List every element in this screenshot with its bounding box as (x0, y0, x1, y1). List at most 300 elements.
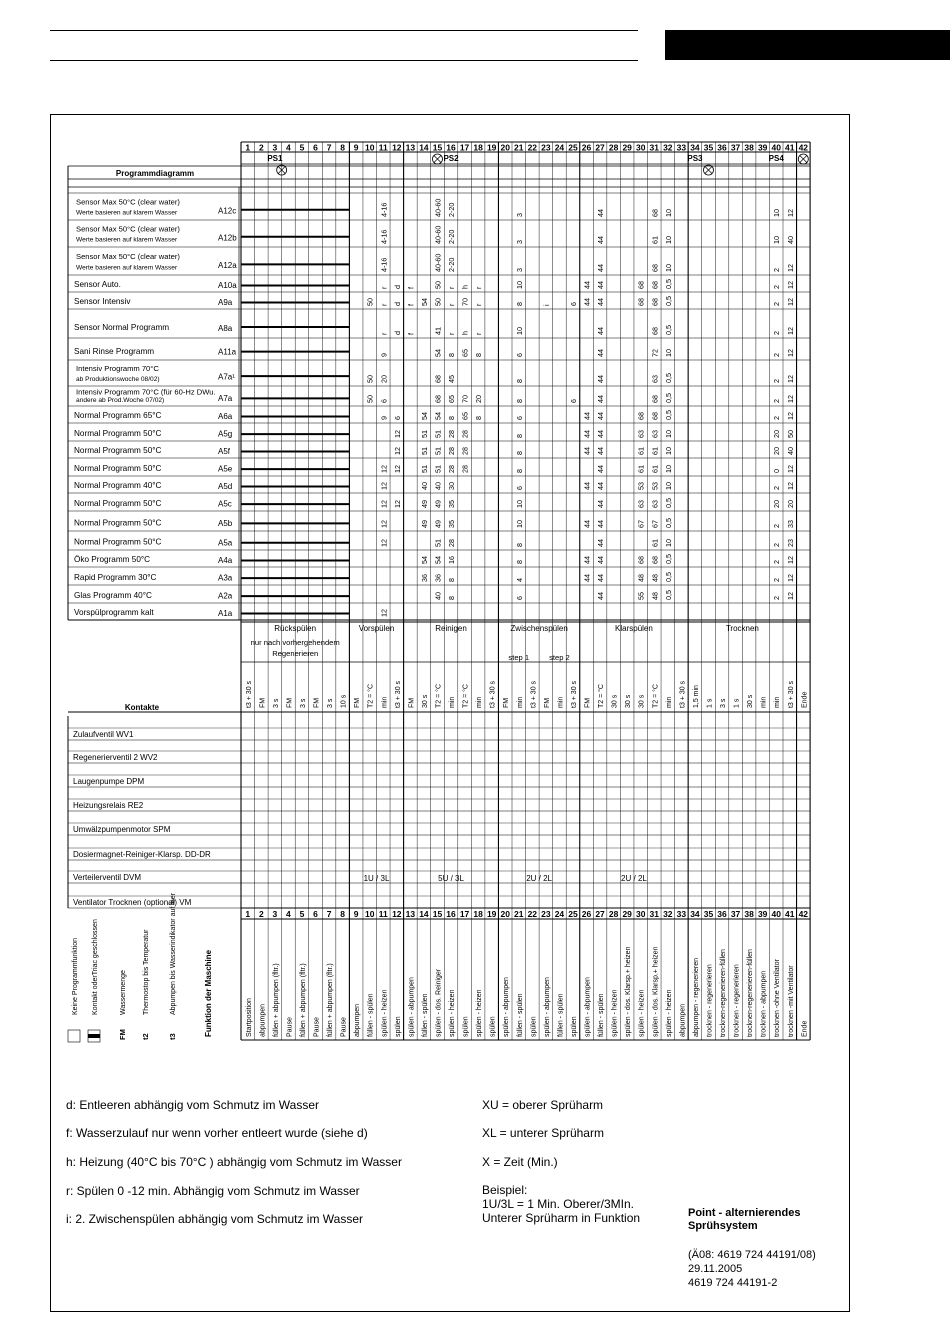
condition-label: min (557, 696, 565, 708)
function-label: abpumpen - regenerieren (692, 958, 700, 1037)
program-value: 44 (582, 520, 592, 528)
condition-label: t3 + 30 s (530, 680, 538, 708)
program-code: A5f (218, 446, 231, 456)
program-value: 51 (433, 465, 443, 473)
program-value: r (447, 303, 457, 306)
program-value: 20 (379, 375, 389, 383)
program-name: Sensor Normal Programm (74, 322, 170, 332)
program-value: 2 (772, 268, 782, 272)
condition-label: 3 s (327, 698, 335, 708)
program-value: 44 (596, 482, 606, 490)
program-value: 50 (785, 430, 795, 438)
step-number-top: 8 (340, 142, 345, 153)
condition-label: t3 + 30 s (245, 680, 253, 708)
program-value: 44 (596, 349, 606, 357)
program-name: Normal Programm 40°C (74, 481, 162, 491)
program-value: 3 (514, 268, 524, 272)
step-number-bottom: 13 (405, 909, 416, 919)
program-code: A12c (218, 206, 237, 216)
example-title: Beispiel: (482, 1183, 528, 1197)
step-number-top: 26 (581, 142, 592, 153)
condition-label: FM (408, 697, 416, 708)
condition-label: min (665, 696, 673, 708)
program-value: 44 (596, 539, 606, 547)
program-value: 8 (474, 416, 484, 420)
program-value: 48 (650, 574, 660, 582)
program-value: 54 (419, 556, 429, 564)
dvm-label: 5U / 3L (438, 874, 464, 883)
step-number-bottom: 39 (757, 909, 768, 919)
program-value: 68 (650, 412, 660, 420)
step-number-top: 40 (771, 142, 781, 153)
program-value: 20 (785, 500, 795, 508)
step-number-top: 1 (245, 142, 251, 153)
program-value: r (379, 332, 389, 335)
program-value: 51 (433, 447, 443, 455)
program-code: A5a (218, 538, 233, 548)
program-sub: Werte basieren auf klarem Wasser (76, 264, 178, 272)
function-label: trocknen - abpumpen (760, 970, 768, 1037)
program-name: Sensor Max 50°C (clear water) (76, 251, 180, 261)
program-value: 6 (514, 596, 524, 600)
program-value: r (474, 303, 484, 306)
step-number-bottom: 16 (446, 909, 456, 919)
program-value: 44 (582, 482, 592, 490)
note-x: X = Zeit (Min.) (482, 1155, 558, 1169)
program-name: Normal Programm 50°C (74, 446, 162, 456)
note-r: r: Spülen 0 -12 min. Abhängig vom Schmutz im Wasser (66, 1184, 360, 1198)
program-value: 8 (447, 578, 457, 582)
step-number-bottom: 6 (313, 909, 318, 919)
step-number-bottom: 40 (771, 909, 781, 919)
program-code: A8a (218, 323, 233, 333)
program-value: 12 (392, 465, 402, 473)
condition-label: t3 + 30 s (679, 680, 687, 708)
program-sub: ab Produktionswoche 08/02) (76, 375, 160, 383)
program-value: 12 (785, 349, 795, 357)
program-value: r (447, 332, 457, 335)
program-code: A11a (218, 347, 237, 357)
function-label: abpumpen (354, 1003, 362, 1037)
program-value: 12 (379, 520, 389, 528)
program-value: 10 (663, 236, 673, 244)
function-label: spülen - heizen (665, 989, 673, 1037)
program-value: 61 (650, 539, 660, 547)
program-value: 54 (419, 412, 429, 420)
program-name: Rapid Programm 30°C (74, 572, 157, 582)
program-value: 72 (650, 349, 660, 357)
example-line-2: Unterer Sprüharm in Funktion (482, 1211, 641, 1225)
program-value: 10 (663, 349, 673, 357)
program-value: 48 (636, 574, 646, 582)
program-name: Vorspülprogramm kalt (74, 608, 154, 618)
program-value: 44 (596, 430, 606, 438)
program-value: 0,5 (663, 296, 673, 306)
function-label: spülen - dos. Reiniger (435, 968, 443, 1037)
step-number-bottom: 1 (245, 909, 251, 919)
condition-label: min (476, 696, 484, 708)
program-name: Sensor Max 50°C (clear water) (76, 224, 180, 234)
program-value: 61 (650, 236, 660, 244)
function-label: spülen - heizen (611, 989, 619, 1037)
condition-label: 3 s (299, 698, 307, 708)
program-value: 51 (433, 539, 443, 547)
legend-symbol: FM (118, 1029, 127, 1040)
step-number-bottom: 23 (541, 909, 551, 919)
condition-label: 30 s (421, 694, 429, 708)
condition-label: min (381, 696, 389, 708)
program-value: 40 (433, 482, 443, 490)
program-value: 44 (596, 500, 606, 508)
program-value: 2 (772, 302, 782, 306)
legend-text: Keine Programmfunktion (72, 937, 79, 1015)
program-value: 53 (636, 482, 646, 490)
program-name: Öko Programm 50°C (74, 555, 151, 565)
program-name: Sensor Max 50°C (clear water) (76, 197, 180, 207)
step-number-top: 28 (608, 142, 619, 153)
program-value: 28 (460, 447, 470, 455)
program-value: 2 (772, 578, 782, 582)
program-value: 28 (447, 430, 457, 438)
phase-label: Vorspülen (358, 624, 395, 633)
program-value: 12 (785, 556, 795, 564)
step-sub-label: step 1 (508, 653, 530, 662)
program-value: 10 (772, 236, 782, 244)
program-value: 68 (650, 298, 660, 306)
program-value: 44 (596, 412, 606, 420)
function-label: spülen - heizen (476, 989, 484, 1037)
step-number-top: 24 (554, 142, 565, 153)
step-number-top: 19 (486, 142, 497, 153)
program-value: 2 (772, 379, 782, 383)
program-value: 4-16 (379, 257, 389, 272)
program-value: 0,5 (663, 590, 673, 600)
program-value: 0 (772, 469, 782, 473)
program-value: 8 (514, 302, 524, 306)
contact-name: Umwälzpumpenmotor SPM (73, 825, 171, 834)
program-value: 3 (514, 213, 524, 217)
program-value: 50 (365, 375, 375, 383)
condition-label: min (774, 696, 782, 708)
program-value: 44 (582, 556, 592, 564)
step-number-top: 29 (622, 142, 632, 153)
program-value: 44 (596, 264, 606, 272)
program-value: 10 (514, 520, 524, 528)
step-number-bottom: 28 (608, 909, 619, 919)
step-number-bottom: 41 (785, 909, 795, 919)
program-name: Intensiv Programm 70°C (76, 363, 159, 373)
phase-label: Rückspülen (274, 624, 317, 633)
program-value: 0,5 (663, 518, 673, 528)
program-value: 54 (419, 298, 429, 306)
program-value: 35 (447, 500, 457, 508)
program-value: r (474, 332, 484, 335)
program-name: Sani Rinse Programm (74, 346, 155, 356)
contact-name: Regenerierventil 2 WV2 (73, 753, 158, 762)
note-i: i: 2. Zwischenspülen abhängig vom Schmutz im Wasser (66, 1212, 364, 1226)
phase-note: nur nach vorhergehendem (250, 638, 340, 647)
program-value: 44 (596, 574, 606, 582)
program-value: 68 (650, 395, 660, 403)
step-number-top: 5 (299, 142, 305, 153)
program-value: 8 (447, 596, 457, 600)
condition-label: min (449, 696, 457, 708)
program-value: 44 (582, 281, 592, 289)
program-code: A7a (218, 394, 233, 403)
program-value: 63 (650, 500, 660, 508)
program-value: 40-60 (433, 225, 443, 244)
example-line-1: 1U/3L = 1 Min. Oberer/3MIn. (482, 1197, 634, 1211)
program-value: 2-20 (447, 257, 457, 272)
step-number-bottom: 32 (663, 909, 673, 919)
program-code: A12a (218, 261, 237, 270)
dvm-label: 2U / 2L (526, 874, 552, 883)
legend-text: Wassermenge (120, 970, 127, 1015)
program-value: 40 (785, 447, 795, 455)
program-value: r (447, 286, 457, 289)
program-value: 2 (772, 596, 782, 600)
legend-text: Abpumpen bis Wasserindikator auf leer (170, 893, 177, 1015)
contact-name: Verteilerventil DVM (73, 873, 142, 882)
program-value: 44 (582, 447, 592, 455)
function-label: füllen - spülen (598, 993, 606, 1037)
function-label: abpumpen (679, 1003, 687, 1037)
program-value: 6 (514, 353, 524, 357)
function-label: spülen (570, 1016, 578, 1037)
program-value: 44 (582, 574, 592, 582)
function-label: Startposition (245, 998, 253, 1037)
step-number-bottom: 19 (486, 909, 497, 919)
program-value: d (392, 302, 402, 306)
function-label: spülen - heizen (381, 989, 389, 1037)
condition-label: FM (543, 697, 551, 708)
step-number-top: 22 (527, 142, 538, 153)
function-label: spülen - dos. Klarsp.+ heizen (625, 946, 633, 1037)
program-name: Glas Programm 40°C (74, 590, 152, 600)
program-value: 8 (514, 434, 524, 438)
program-value: 63 (636, 500, 646, 508)
step-number-bottom: 21 (514, 909, 524, 919)
program-value: 8 (514, 543, 524, 547)
program-value: 2-20 (447, 202, 457, 217)
step-number-top: 9 (353, 142, 359, 153)
program-value: 8 (514, 451, 524, 455)
program-value: 2 (772, 353, 782, 357)
program-value: 61 (650, 447, 660, 455)
step-number-bottom: 14 (419, 909, 429, 919)
program-value: 36 (433, 574, 443, 582)
step-number-bottom: 27 (595, 909, 605, 919)
program-value: d (392, 285, 402, 289)
program-code: A5g (218, 429, 233, 439)
program-value: 44 (596, 465, 606, 473)
program-value: 12 (379, 465, 389, 473)
step-number-bottom: 2 (258, 909, 264, 919)
program-value: 65 (460, 349, 470, 357)
step-number-bottom: 3 (272, 909, 278, 919)
function-label: trocknen -mit Ventilator (787, 965, 795, 1037)
program-value: 6 (379, 399, 389, 403)
program-value: 54 (433, 556, 443, 564)
program-value: 54 (433, 412, 443, 420)
condition-label: 30 s (747, 694, 755, 708)
condition-label: T2 = °C (367, 683, 375, 708)
program-value: 68 (650, 281, 660, 289)
program-value: 70 (460, 395, 470, 403)
program-value: 12 (785, 281, 795, 289)
program-value: 28 (460, 430, 470, 438)
program-code: A6a (218, 411, 233, 421)
contact-name: Laugenpumpe DPM (73, 777, 145, 786)
condition-label: FM (286, 697, 294, 708)
function-label: spülen (462, 1016, 470, 1037)
program-value: 49 (419, 520, 429, 528)
note-f: f: Wasserzulauf nur wenn vorher entleert wurde (siehe d) (66, 1126, 368, 1140)
program-name: Normal Programm 50°C (74, 463, 162, 473)
legend-symbol: t2 (141, 1033, 150, 1040)
step-number-bottom: 36 (717, 909, 727, 919)
program-value: 63 (636, 430, 646, 438)
step-number-top: 35 (703, 142, 714, 153)
program-value: 12 (379, 609, 389, 617)
program-value: 0,5 (663, 279, 673, 289)
step-number-top: 14 (419, 142, 429, 153)
step-number-bottom: 20 (500, 909, 510, 919)
program-value: 50 (365, 298, 375, 306)
program-value: 51 (419, 447, 429, 455)
function-label: Pause (313, 1017, 321, 1037)
step-number-bottom: 37 (730, 909, 741, 919)
program-value: 12 (785, 412, 795, 420)
ps-label: PS3 (687, 154, 703, 163)
program-value: 54 (433, 349, 443, 357)
program-value: r (379, 286, 389, 289)
program-value: 12 (392, 447, 402, 455)
program-value: 68 (636, 298, 646, 306)
step-number-top: 15 (432, 142, 443, 153)
point-change-ref: (Ä08: 4619 724 44191/08) (688, 1249, 816, 1261)
program-value: 2 (772, 399, 782, 403)
step-number-top: 16 (446, 142, 456, 153)
legend-symbol: t3 (168, 1033, 177, 1040)
condition-label: 30 s (611, 694, 619, 708)
program-value: 44 (596, 520, 606, 528)
program-value: 68 (433, 375, 443, 383)
program-value: 0,5 (663, 572, 673, 582)
program-value: 44 (582, 412, 592, 420)
program-sub: Werte basieren auf klarem Wasser (76, 209, 178, 217)
program-value: 68 (433, 395, 443, 403)
program-value: 8 (514, 469, 524, 473)
program-code: A3a (218, 573, 233, 583)
program-value: 0,5 (663, 410, 673, 420)
condition-label: T2 = °C (652, 683, 660, 708)
function-label: spülen - dos. Klarsp.+ heizen (652, 946, 660, 1037)
program-value: 8 (447, 416, 457, 420)
program-value: 8 (514, 560, 524, 564)
program-value: 12 (379, 500, 389, 508)
program-code: A5b (218, 519, 233, 528)
step-number-top: 6 (313, 142, 318, 153)
program-name: Intensiv Programm 70°C (für 60-Hz DWu. (76, 387, 216, 397)
program-value: 10 (663, 465, 673, 473)
step-number-top: 10 (364, 142, 375, 153)
program-value: 28 (447, 539, 457, 547)
program-value: 20 (772, 430, 782, 438)
condition-label: 3 s (272, 698, 280, 708)
step-number-bottom: 31 (649, 909, 660, 919)
step-number-top: 33 (676, 142, 687, 153)
condition-label: FM (503, 697, 511, 708)
note-d: d: Entleeren abhängig vom Schmutz im Wasser (66, 1098, 320, 1112)
point-title-1: Point - alternierendes (688, 1207, 801, 1219)
program-value: 16 (447, 556, 457, 564)
step-number-top: 37 (730, 142, 741, 153)
function-label: spülen - heizen (638, 989, 646, 1037)
program-value: 20 (772, 500, 782, 508)
step-number-bottom: 17 (459, 909, 470, 919)
program-value: 40 (785, 236, 795, 244)
program-value: 49 (433, 500, 443, 508)
program-value: r (474, 286, 484, 289)
program-value: 49 (433, 520, 443, 528)
condition-label: t3 + 30 s (489, 680, 497, 708)
program-value: 2 (772, 416, 782, 420)
program-value: 44 (596, 298, 606, 306)
step-number-bottom: 4 (286, 909, 291, 919)
program-value: 12 (785, 209, 795, 217)
step-number-bottom: 30 (635, 909, 646, 919)
phase-label: Klarspülen (615, 624, 653, 633)
program-sub: Werte basieren auf klarem Wasser (76, 236, 178, 244)
step-number-top: 18 (473, 142, 483, 153)
dvm-label: 1U / 3L (363, 874, 390, 883)
function-label: Pause (340, 1017, 348, 1037)
program-value: 12 (785, 574, 795, 582)
program-value: 63 (650, 375, 660, 383)
condition-label: t3 + 30 s (394, 680, 402, 708)
program-value: 68 (650, 556, 660, 564)
program-value: 10 (772, 209, 782, 217)
program-value: 41 (433, 327, 443, 335)
step-number-bottom: 35 (703, 909, 714, 919)
program-value: 20 (772, 447, 782, 455)
program-value: 44 (596, 592, 606, 600)
condition-label: 1 s (733, 698, 741, 708)
program-value: 23 (785, 539, 795, 547)
program-value: 12 (392, 500, 402, 508)
program-value: 67 (636, 520, 646, 528)
function-label: spülen (530, 1016, 538, 1037)
function-label: spülen (394, 1016, 402, 1037)
program-value: 40 (433, 592, 443, 600)
step-number-top: 4 (286, 142, 291, 153)
condition-label: T2 = °C (462, 683, 470, 708)
function-label: Pause (286, 1017, 294, 1037)
step-number-top: 31 (649, 142, 660, 153)
program-value: 0,5 (663, 498, 673, 508)
program-value: 0,5 (663, 373, 673, 383)
program-value: 50 (365, 395, 375, 403)
program-value: 2 (772, 560, 782, 564)
function-label: füllen - spülen (421, 993, 429, 1037)
program-value: 65 (460, 412, 470, 420)
program-code: A4a (218, 555, 233, 565)
note-xl: XL = unterer Sprüharm (482, 1126, 604, 1140)
program-value: 2-20 (447, 229, 457, 244)
step-number-bottom: 7 (326, 909, 332, 919)
program-value: 51 (419, 465, 429, 473)
